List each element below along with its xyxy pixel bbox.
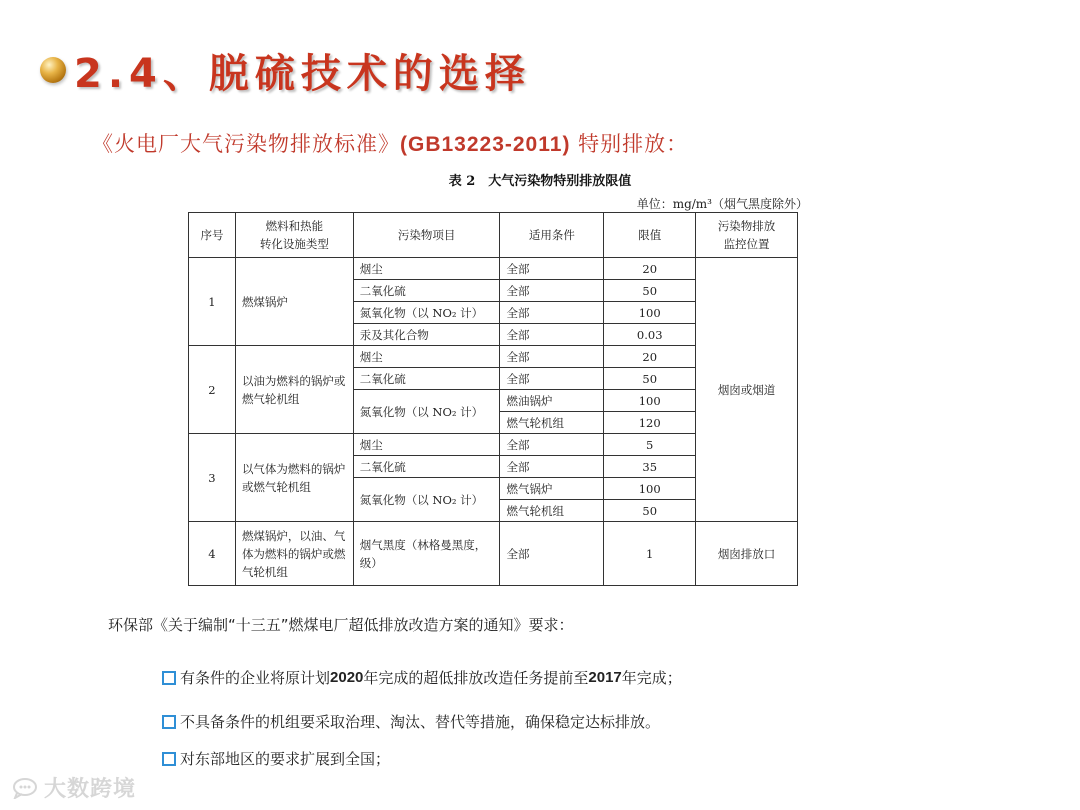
row-pollutant: 氮氧化物（以 NO₂ 计） [353,478,500,522]
table-header-row [189,213,798,258]
table-row [189,522,798,586]
row-limit: 5 [604,434,696,456]
table-caption: 表 2 大气污染物特别排放限值 [448,174,632,189]
row-condition: 全部 [500,368,604,390]
header-monitor: 污染物排放 监控位置 [696,213,798,258]
row-type: 燃煤锅炉 [235,258,353,346]
row-condition: 全部 [500,346,604,368]
watermark-text: 大数跨境 [44,777,137,802]
row-pollutant: 二氧化硫 [353,280,500,302]
row-pollutant: 氮氧化物（以 NO₂ 计） [353,390,500,434]
row-pollutant: 烟尘 [353,434,500,456]
emission-limits-table [188,212,798,586]
square-bullet-icon [162,671,176,685]
header-limit: 限值 [604,213,696,258]
monitor-last: 烟囱排放口 [696,522,798,586]
row-condition: 燃气锅炉 [500,478,604,500]
row-limit: 50 [604,500,696,522]
monitor-main: 烟囱或烟道 [696,258,798,522]
row-limit: 100 [604,302,696,324]
table-unit: 单位：mg/m³（烟气黑度除外） [636,197,808,211]
requirement-item-2: 不具备条件的机组要采取治理、淘汰、替代等措施，确保稳定达标排放。 [162,711,660,732]
watermark [12,772,136,803]
slide-title [40,40,531,100]
row-limit: 0.03 [604,324,696,346]
header-pollutant: 污染物项目 [353,213,500,258]
header-condition: 适用条件 [500,213,604,258]
row-condition: 燃油锅炉 [500,390,604,412]
square-bullet-icon [162,715,176,729]
header-no: 序号 [189,213,236,258]
row-condition: 全部 [500,456,604,478]
row-condition: 全部 [500,280,604,302]
row-limit: 50 [604,280,696,302]
requirement-item-3: 对东部地区的要求扩展到全国； [162,748,390,769]
row-pollutant: 汞及其化合物 [353,324,500,346]
standard-subtitle [92,128,688,158]
row-condition: 全部 [500,522,604,586]
chat-bubble-icon [12,777,38,799]
slide-title-text: 2.4、脱硫技术的选择 [74,50,531,97]
row-no: 2 [189,346,236,434]
row-pollutant: 氮氧化物（以 NO₂ 计） [353,302,500,324]
square-bullet-icon [162,752,176,766]
row-condition: 全部 [500,324,604,346]
gold-ball-bullet-icon [40,57,66,83]
subtitle-code: (GB13223-2011) [400,133,571,156]
row-pollutant: 烟尘 [353,258,500,280]
row-condition: 全部 [500,434,604,456]
row-pollutant: 烟尘 [353,346,500,368]
row-condition: 燃气轮机组 [500,500,604,522]
row-no: 1 [189,258,236,346]
row-type: 以油为燃料的锅炉或燃气轮机组 [235,346,353,434]
notice-text: 环保部《关于编制“十三五”燃煤电厂超低排放改造方案的通知》要求： [108,616,574,634]
row-limit: 20 [604,346,696,368]
row-condition: 燃气轮机组 [500,412,604,434]
requirement-item-1: 有条件的企业将原计划 2020 年完成的超低排放改造任务提前至 2017 年完成； [162,667,682,688]
row-limit: 20 [604,258,696,280]
row-limit: 120 [604,412,696,434]
row-condition: 全部 [500,302,604,324]
row-limit: 100 [604,478,696,500]
row-pollutant: 二氧化硫 [353,368,500,390]
row-no: 3 [189,434,236,522]
row-limit: 35 [604,456,696,478]
row-type: 以气体为燃料的锅炉或燃气轮机组 [235,434,353,522]
header-type: 燃料和热能 转化设施类型 [235,213,353,258]
row-pollutant: 烟气黑度（林格曼黑度，级） [353,522,500,586]
subtitle-suffix: 特别排放： [570,132,689,156]
row-limit: 50 [604,368,696,390]
row-condition: 全部 [500,258,604,280]
row-no: 4 [189,522,236,586]
row-type: 燃煤锅炉，以油、气体为燃料的锅炉或燃气轮机组 [235,522,353,586]
row-limit: 1 [604,522,696,586]
table-row [189,258,798,280]
subtitle-prefix: 《火电厂大气污染物排放标准》 [92,132,400,156]
row-limit: 100 [604,390,696,412]
row-pollutant: 二氧化硫 [353,456,500,478]
